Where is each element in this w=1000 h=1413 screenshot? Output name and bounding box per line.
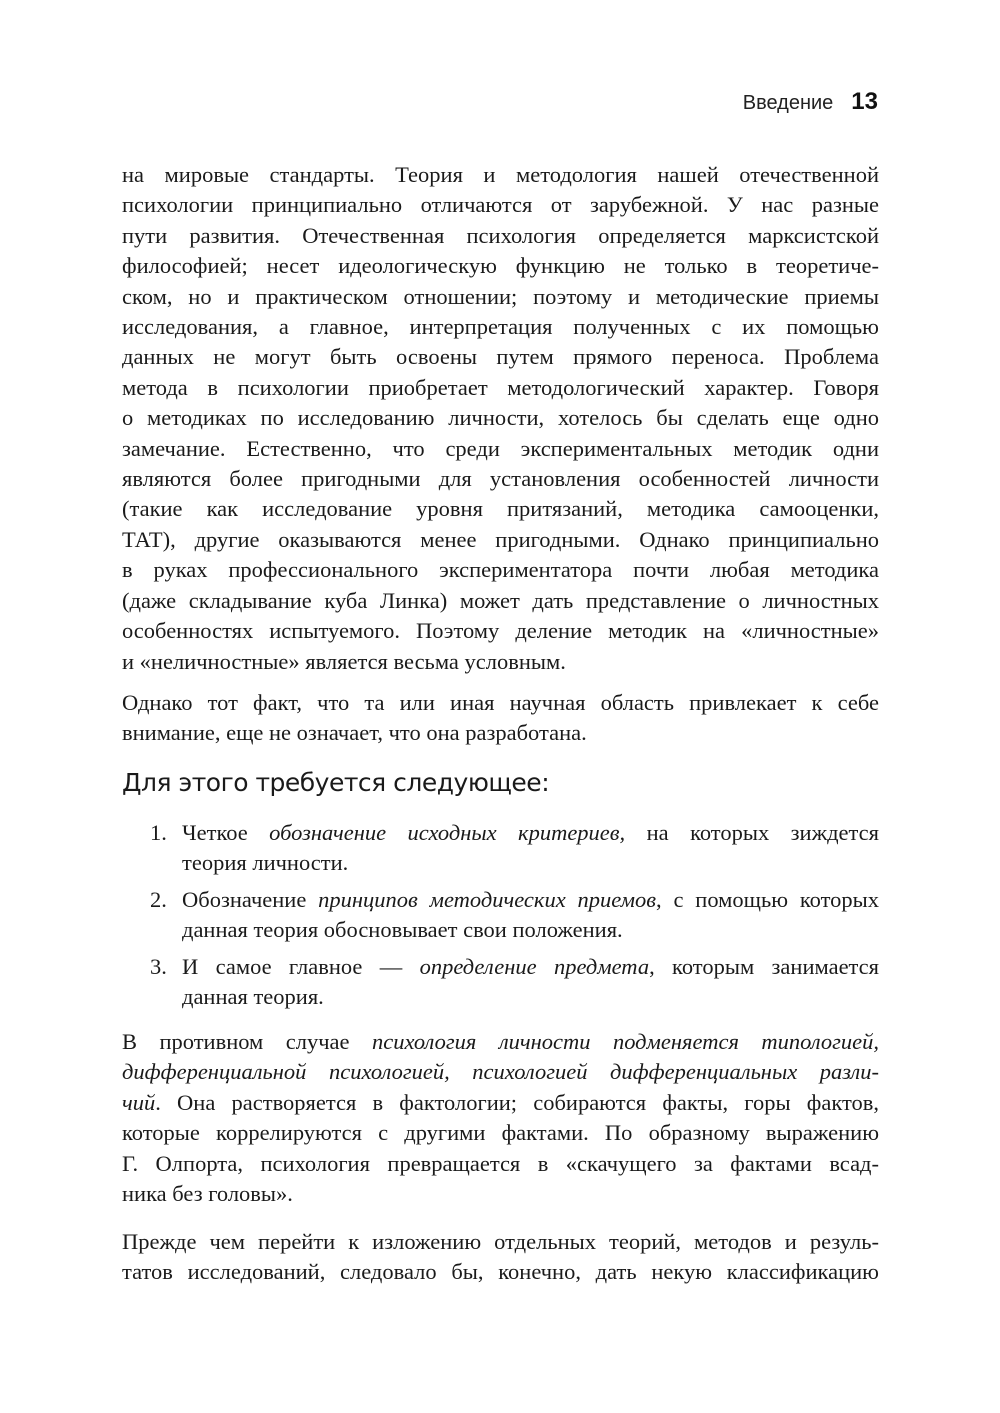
text-line: внимание, еще не означает, что она разработана. [122,720,587,746]
text-segment: , которым занимается [649,953,879,979]
list-line [182,885,879,915]
list-number: 1. [150,820,167,845]
list-line [182,818,879,848]
page-number: 13 [851,88,878,115]
list-line [182,952,879,982]
emphasis-text: обозначение исходных критериев, [269,820,626,845]
list-line: теория личности. [182,850,349,876]
text-segment: Четкое [182,820,270,845]
text-line: исследования, а главное, интерпретация полученных с их помощью [122,314,879,340]
emphasis-text: дифференциальной психологией, психологией дифференциальных разли- [122,1059,879,1085]
text-line: ТАТ), другие оказываются менее пригодными. Однако принципиально [122,526,879,552]
list-item [150,885,879,946]
paragraph-2 [122,688,879,749]
text-line: пути развития. Отечественная психология определяется марксистской [122,222,879,248]
paragraph-1 [122,160,879,677]
text-line: являются более пригодными для установления особенностей личности [122,466,879,492]
text-line: Прежде чем перейти к изложению отдельных теорий, методов и резуль- [122,1229,879,1254]
list-line: данная теория обосновывает свои положения. [182,917,623,943]
text-line: ском, но и практическом отношении; поэтому и методические приемы [122,283,879,309]
text-segment: В противном случае [122,1029,372,1054]
text-line: которые коррелируются с другими фактами. По образному выражению [122,1120,879,1146]
text-line: татов исследований, следовало бы, конечно, дать некую классификацию [122,1259,879,1285]
running-header [743,88,878,116]
text-line [122,1088,879,1118]
text-line: (такие как исследование уровня притязаний, методика самооценки, [122,496,879,522]
text-line: (даже складывание куба Линка) может дать представление о личностных [122,587,879,613]
text-line: данных не могут быть освоены путем прямого переноса. Проблема [122,344,879,370]
text-line: психологии принципиально отличаются от зарубежной. У нас разные [122,192,879,218]
list-number: 3. [150,953,167,979]
text-line: особенностях испытуемого. Поэтому деление методик на «личностные» [122,618,879,644]
paragraph-3 [122,1027,879,1209]
text-line: на мировые стандарты. Теория и методология нашей отечественной [122,162,879,187]
text-segment: И самое главное — [182,953,420,979]
text-line [122,1027,879,1057]
paragraph-4 [122,1227,879,1288]
list-line: данная теория. [182,984,324,1010]
text-segment: Обозначение [182,886,319,912]
text-line: Г. Олпорта, психология превращается в «скачущего за фактами всад- [122,1150,879,1176]
emphasis-text: определение предмета [419,953,650,979]
emphasis-text: принципов методических приемов [318,886,657,912]
text-line: Однако тот факт, что та или иная научная область привлекает к себе [122,690,879,715]
list-item [150,818,879,879]
text-line: о методиках по исследованию личности, хотелось бы сделать еще одно [122,405,879,431]
requirements-list [150,818,879,1018]
text-line: ника без головы». [122,1181,293,1207]
emphasis-text: психология личности подменяется типологией, [371,1029,880,1054]
text-line: философией; несет идеологическую функцию не только в теоретиче- [122,253,879,279]
running-title: Введение [742,92,834,114]
text-line: замечание. Естественно, что среди экспериментальных методик одни [122,435,879,461]
text-line [122,1057,879,1087]
text-segment: на которых зиждется [625,820,879,845]
text-line: в руках профессионального экспериментатора почти любая методика [122,557,879,583]
section-heading: Для этого требуется следующее: [122,768,550,797]
text-line: метода в психологии приобретает методологический характер. Говоря [122,374,879,400]
text-segment: . Она растворяется в фактологии; собираются факты, горы фактов, [155,1089,879,1115]
list-item [150,952,879,1013]
text-line: и «неличностные» является весьма условным. [122,648,566,674]
emphasis-text: чий [122,1089,156,1115]
list-number: 2. [150,886,167,912]
text-segment: , с помощью которых [656,886,879,912]
